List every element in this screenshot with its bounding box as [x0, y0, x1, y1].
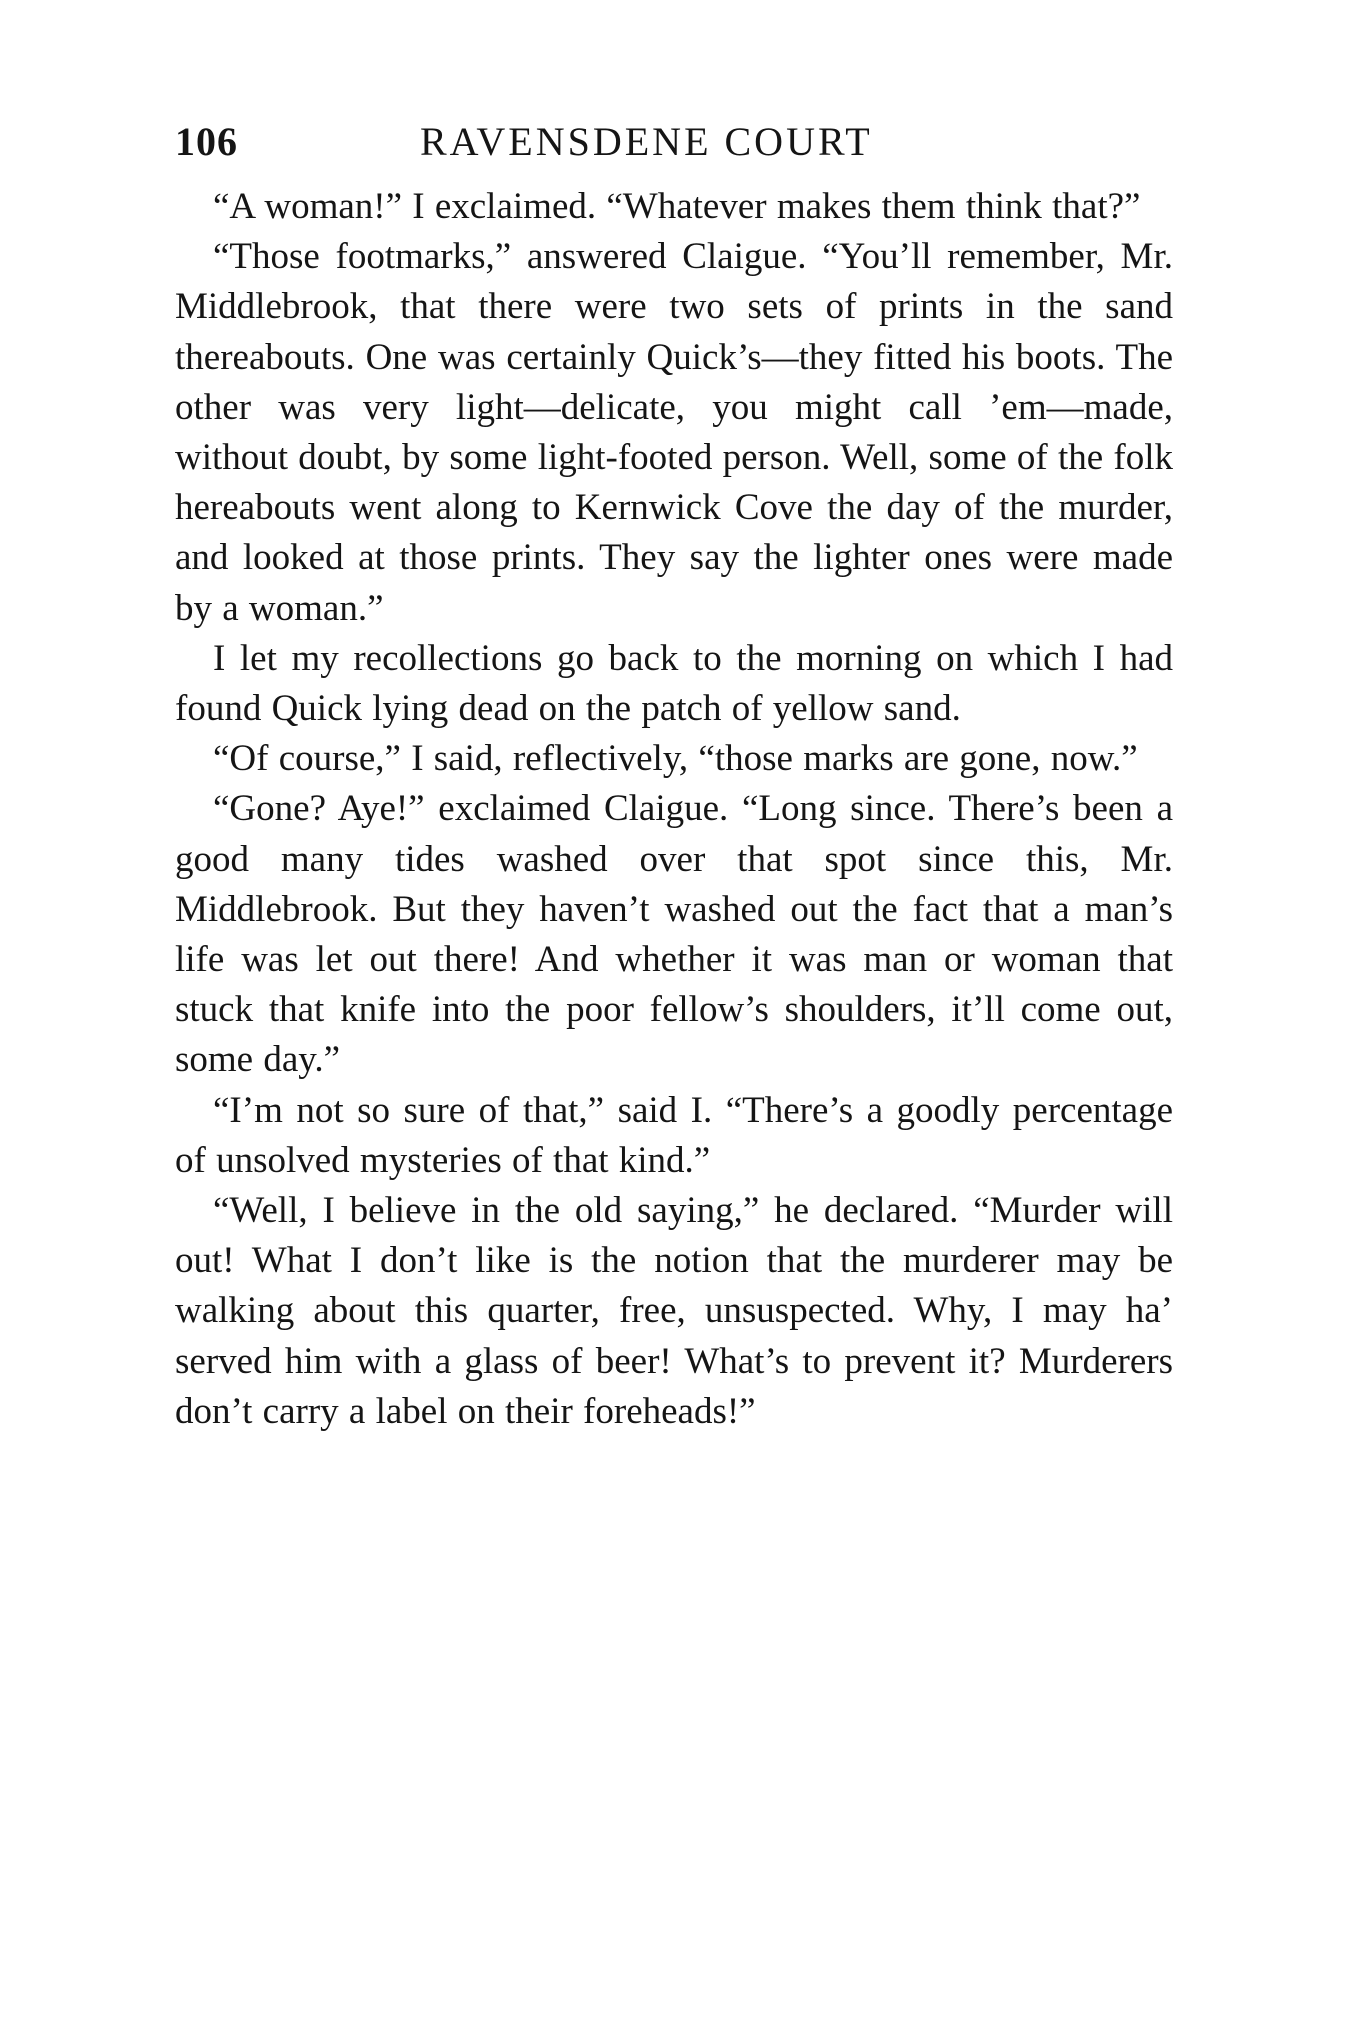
paragraph-7: “Well, I believe in the old saying,” he declared. “Murder will out! What I don’t like is the notion that the murderer may be walking about this quarter, free, unsuspected. Why, I may ha’ served him with a glass of beer! What’s to prevent it? Murderers don’t carry a label on their foreheads!”: [175, 1190, 1173, 1432]
paragraph-3: I let my recollections go back to the morning on which I had found Quick lying dead on the patch of yellow sand.: [175, 637, 1173, 730]
paragraph-1: “A woman!” I exclaimed. “Whatever makes them think that?”: [213, 186, 1141, 227]
running-title: RAVENSDENE COURT: [420, 119, 873, 164]
paragraph-6: “I’m not so sure of that,” said I. “There’s a goodly percentage of unsolved mysteries of that kind.”: [175, 1089, 1173, 1181]
body-text: [175, 182, 1173, 1437]
paragraph-4: “Of course,” I said, reflectively, “those marks are gone, now.”: [213, 738, 1138, 780]
page-header: [175, 118, 1175, 178]
page-number: 106: [175, 119, 238, 164]
paragraph-5: “Gone? Aye!” exclaimed Claigue. “Long since. There’s been a good many tides washed over that spot since this, Mr. Middlebrook. But they haven’t washed out the fact that a man’s life was let out there! And whether it was man or woman that stuck that knife into the poor fellow’s shoulders, it’ll come out, some day.”: [175, 788, 1173, 1081]
paragraph-2: “Those footmarks,” answered Claigue. “You’ll remember, Mr. Middlebrook, that there were two sets of prints in the sand thereabouts. One was certainly Quick’s—they fitted his boots. The other was very light—delicate, you might call ’em—made, without doubt, by some light-footed person. Well, some of the folk hereabouts went along to Kernwick Cove the day of the murder, and looked at those prints. They say the lighter ones were made by a woman.”: [175, 236, 1174, 629]
